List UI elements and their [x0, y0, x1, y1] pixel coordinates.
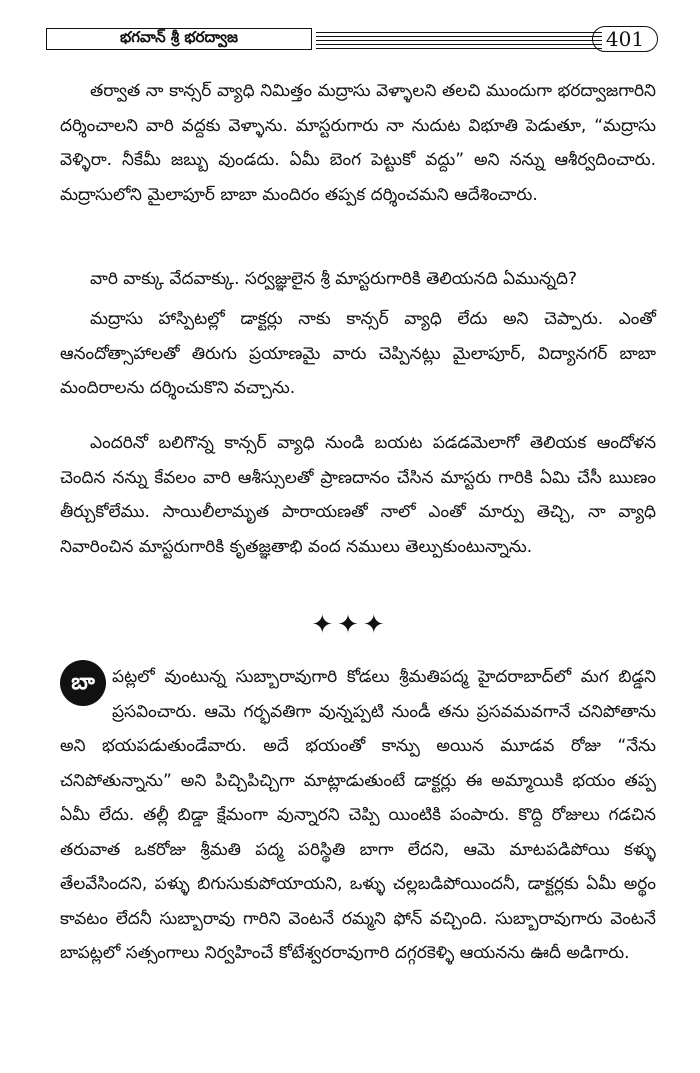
page-number: 401	[592, 26, 658, 52]
section-divider-ornament: ✦✦✦	[311, 610, 389, 640]
running-header	[46, 26, 658, 56]
header-rule	[316, 32, 602, 33]
header-rule	[316, 36, 602, 37]
header-rule	[316, 44, 602, 45]
paragraph-3: మద్రాసు హాస్పిటల్లో డాక్టర్లు నాకు కాన్సర్ వ్యాధి లేదు అని చెప్పారు. ఎంతో ఆనందోత్సాహాలతో తిరుగు ప్రయాణమై వారు చెప్పినట్లు మైలాపూర్, విద్యానగర్ బాబా మందిరాలను దర్శించుకొని వచ్చాను.	[60, 309, 656, 398]
drop-cap: బా	[60, 660, 106, 706]
paragraph-5-text: పట్లలో వుంటున్న సుబ్బారావుగారి కోడలు శ్రీమతిపద్మ హైదరాబాద్‌లో మగ బిడ్డని ప్రసవించారు. ఆమె గర్భవతిగా వున్నప్పటి నుండీ తను ప్రసవమవగానే చనిపోతాను అని భయపడుతుండేవారు. అదే భయంతో కాన్పు అయిన మూడవ రోజు “నేను చనిపోతున్నాను” అని పిచ్చిపిచ్చిగా మాట్లాడుతుంటే డాక్టర్లు ఈ అమ్మాయికి భయం తప్ప ఏమీ లేదు. తల్లీ బిడ్డా క్షేమంగా వున్నారని చెప్పి యింటికి పంపారు. కొద్ది రోజులు గడచిన తరువాత ఒకరోజు శ్రీమతి పద్మ పరిస్థితి బాగా లేదని, ఆమె మాటపడిపోయి కళ్ళు తేలవేసిందని, పళ్ళు బిగుసుకుపోయాయని, ఒళ్ళు చల్లబడిపోయిందనీ, డాక్టర్లకు ఏమీ అర్థం కావటం లేదనీ సుబ్బారావు గారిని వెంటనే రమ్మని ఫోన్ వచ్చింది. సుబ్బారావుగారు వెంటనే బాపట్లలో సత్సంగాలు నిర్వహించే కోటేశ్వరరావుగారి దగ్గరకెళ్ళి ఆయనను ఊదీ అడిగారు.	[60, 667, 656, 963]
paragraph-1: తర్వాత నా కాన్సర్ వ్యాధి నిమిత్తం మద్రాసు వెళ్ళాలని తలచి ముందుగా భరద్వాజగారిని దర్శించాలని వారి వద్దకు వెళ్ళాను. మాస్టరుగారు నా నుదుట విభూతి పెడుతూ, “మద్రాసు వెళ్ళిరా. నీకేమీ జబ్బు వుండదు. ఏమీ బెంగ పెట్టుకో వద్దు” అని నన్ను ఆశీర్వదించారు. మద్రాసులోని మైలాపూర్ బాబా మందిరం తప్పక దర్శించమని ఆదేశించారు.	[60, 81, 656, 205]
header-rule	[316, 40, 602, 41]
paragraph-2: వారి వాక్కు వేదవాక్కు. సర్వజ్ఞులైన శ్రీ మాస్టరుగారికి తెలియనది ఏమున్నది?	[90, 269, 577, 289]
header-rule	[316, 48, 602, 49]
running-title: భగవాన్ శ్రీ భరద్వాజ	[46, 28, 312, 50]
paragraph-5	[60, 660, 656, 971]
paragraph-4: ఎందరినో బలిగొన్న కాన్సర్ వ్యాధి నుండి బయట పడడమెలాగో తెలియక ఆందోళన చెందిన నన్ను కేవలం వారి ఆశీస్సులతో ప్రాణదానం చేసిన మాస్టరు గారికి ఏమి చేసీ ఋణం తీర్చుకోలేము. సాయిలీలామృత పారాయణతో నాలో ఎంతో మార్పు తెచ్చి, నా వ్యాధి నివారించిన మాస్టరుగారికి కృతజ్ఞతాభి వంద నములు తెల్పుకుంటున్నాను.	[60, 433, 656, 557]
